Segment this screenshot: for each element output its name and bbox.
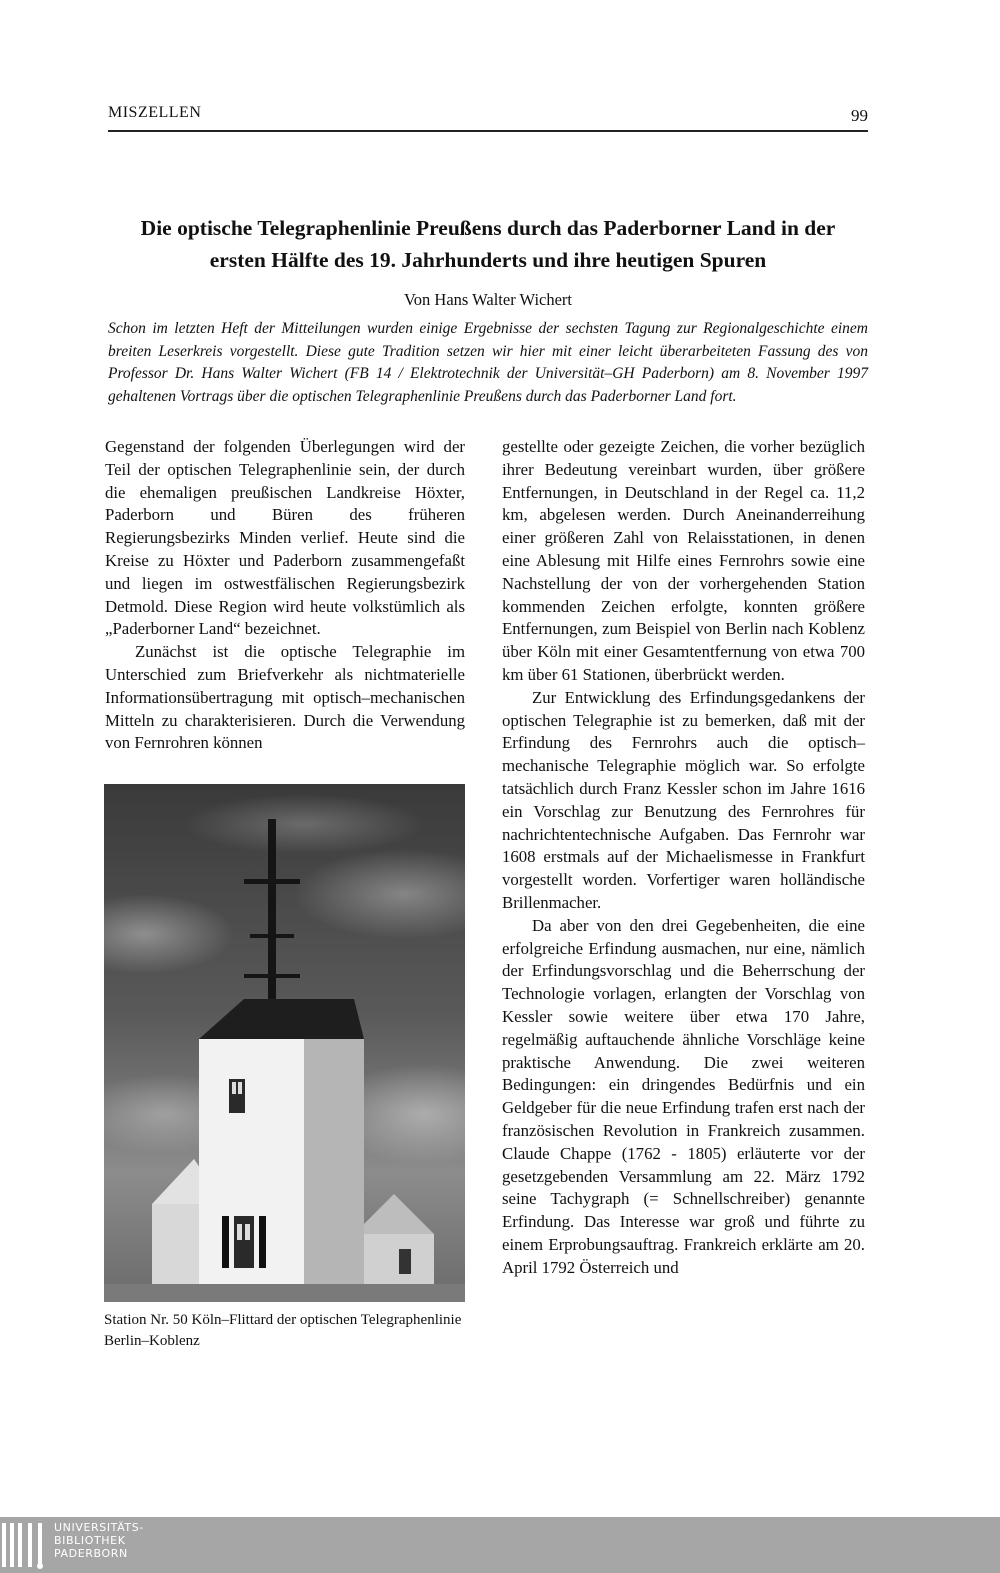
column-right [502,436,865,1279]
paragraph: Da aber von den drei Gegebenheiten, die eine erfolgreiche Erfindung ausmachen, nur eine, nämlich der Erfindungsvorschlag und die Beherrschung der Technologie vorlagen, erlangten der Vorschlag von Kessler sowie weitere über etwa 170 Jahre, regelmäßig auftauchende ähnliche Vorschläge keine praktische Anwendung. Die zwei weiteren Bedingungen: ein dringendes Bedürfnis und ein Geldgeber für die neue Erfindung trafen erst nach der französischen Revolution in Frankreich zusammen. Claude Chappe (1762 - 1805) erläuterte vor der gesetzgebenden Versammlung am 22. März 1792 seine Tachygraph (= Schnellschreiber) genannte Erfindung. Das Interesse war groß und führte zu einem Erprobungsauftrag. Frankreich erklärte am 20. April 1792 Österreich und [502,915,865,1277]
paragraph: gestellte oder gezeigte Zeichen, die vorher bezüglich ihrer Bedeutung vereinbart wurden, über größere Entfernungen, in Deutschland in der Regel ca. 11,2 km, abgelesen werden. Durch Aneinanderreihung einer größeren Zahl von Relaisstationen, in denen eine Ablesung mit Hilfe eines Fernrohrs sowie eine Nachstellung der von der vorhergehenden Station kommenden Zeichen erfolgte, konnten größere Entfernungen, zum Beispiel von Berlin nach Koblenz über Köln mit einer Gesamtentfernung von etwa 700 km über 61 Stationen, überbrückt werden. [502,437,865,684]
station-photo [104,784,465,1302]
logo-line-1: UNIVERSITÄTS- [54,1521,144,1534]
title-line-1: Die optische Telegraphenlinie Preußens durch das Paderborner Land in der [140,216,836,240]
paragraph: Gegenstand der folgenden Überlegungen wird der Teil der optischen Telegraphenlinie sein, der durch die ehemaligen preußischen Landkreise Höxter, Paderborn und Büren des früheren Regierungsbezirks Minden verlief. Heute sind die Kreise zu Höxter und Paderborn zusammengefaßt und liegen im ostwestfälischen Regierungsbezirk Detmold. Diese Region wird heute volkstümlich als „Paderborner Land“ bezeichnet. [105,437,465,639]
paragraph: Zur Entwicklung des Erfindungsgedankens der optischen Telegraphie ist zu bemerken, daß mit der Erfindung des Fernrohrs auch die optisch–mechanische Telegraphie möglich war. So erfolgte tatsächlich durch Franz Kessler schon im Jahre 1616 ein Vorschlag zur Benutzung des Fernrohres für nachrichtentechnische Aufgaben. Das Fernrohr war 1608 erstmals auf der Michaelismesse in Frankfurt vorgestellt worden. Vorfertiger waren holländische Brillenmacher. [502,687,865,912]
logo-dot-icon [37,1563,43,1569]
library-footer-bar [0,1517,1000,1573]
logo-line-3: PADERBORN [54,1547,128,1560]
section-title: MISZELLEN [108,104,202,121]
paragraph: Zunächst ist die optische Telegraphie im Unterschied zum Briefverkehr als nichtmaterielle Informationsübertragung mit optisch–mechanischen Mitteln zu charakterisieren. Durch die Verwendung von Fernrohren können [105,642,465,753]
article-title [108,212,868,276]
abstract: Schon im letzten Heft der Mitteilungen wurden einige Ergebnisse der sechsten Tagung zur Regionalgeschichte einem breiten Leserkreis vorgestellt. Diese gute Tradition setzen wir hier mit einer leicht überarbeiteten Fassung des von Professor Dr. Hans Walter Wichert (FB 14 / Elektrotechnik der Universität–GH Paderborn) am 8. November 1997 gehaltenen Vortrags über die optischen Telegraphenlinie Preußens durch das Paderborner Land fort. [108,320,868,405]
photo-caption: Station Nr. 50 Köln–Flittard der optischen Telegraphenlinie Berlin–Koblenz [104,1312,462,1349]
logo-line-2: BIBLIOTHEK [54,1534,126,1547]
author-line: Von Hans Walter Wichert [403,290,572,309]
library-logo-text [54,1521,144,1560]
title-line-2: ersten Hälfte des 19. Jahrhunderts und ihre heutigen Spuren [209,248,767,272]
header-rule [108,130,868,132]
column-left [105,436,465,755]
library-logo-icon [0,1523,46,1567]
page-number: 99 [851,106,868,125]
running-header [108,104,868,132]
